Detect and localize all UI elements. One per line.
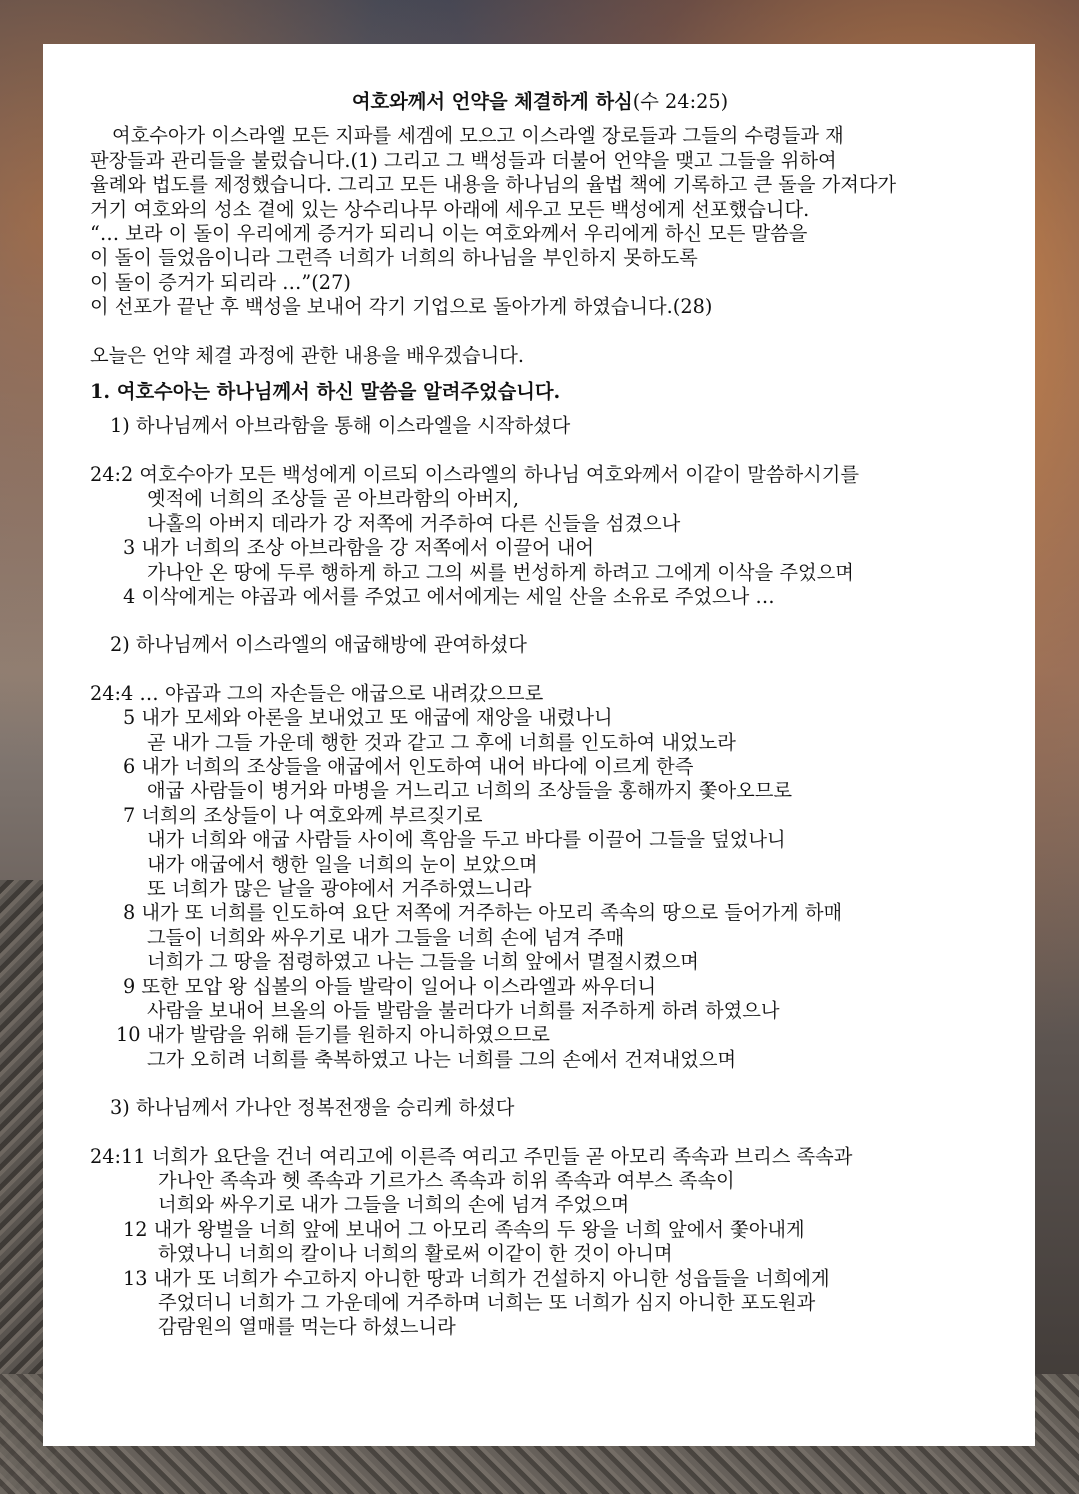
intro-line: “… 보라 이 돌이 우리에게 증거가 되리니 이는 여호와께서 우리에게 하신 모든 말씀을 <box>90 222 808 246</box>
verse-line: 옛적에 너희의 조상들 곧 아브라함의 아버지, <box>147 487 520 511</box>
verse-line: 너희와 싸우기로 내가 그들을 너희의 손에 넘겨 주었으며 <box>158 1193 630 1217</box>
page-title <box>90 90 990 114</box>
verse-line: 10 내가 발람을 위해 듣기를 원하지 아니하였으므로 <box>116 1023 550 1047</box>
subsection-heading: 3) 하나님께서 가나안 정복전쟁을 승리케 하셨다 <box>110 1096 515 1120</box>
verse-line: 24:4 … 야곱과 그의 자손들은 애굽으로 내려갔으므로 <box>90 681 544 705</box>
intro-line: 이 돌이 증거가 되리라 …”(27) <box>90 270 351 294</box>
verse-line: 사람을 보내어 브올의 아들 발람을 불러다가 너희를 저주하게 하려 하였으나 <box>147 999 780 1022</box>
verse-line: 그들이 너희와 싸우기로 내가 그들을 너희 손에 넘겨 주매 <box>147 925 625 949</box>
verse-line: 4 이삭에게는 야곱과 에서를 주었고 에서에게는 세일 산을 소유로 주었으나 … <box>123 584 775 608</box>
intro-line: 거기 여호와의 성소 곁에 있는 상수리나무 아래에 세우고 모든 백성에게 선포했습니다. <box>90 197 810 221</box>
section-heading: 1. 여호수아는 하나님께서 하신 말씀을 알려주었습니다. <box>90 380 561 404</box>
intro-line: 여호수아가 이스라엘 모든 지파를 세겜에 모으고 이스라엘 장로들과 그들의 수령들과 재 <box>112 124 844 148</box>
subsection-heading: 1) 하나님께서 아브라함을 통해 이스라엘을 시작하셨다 <box>110 414 571 438</box>
intro-line: 율례와 법도를 제정했습니다. 그리고 모든 내용을 하나님의 율법 책에 기록하고 큰 돌을 가져다가 <box>90 173 897 197</box>
verse-line: 6 내가 너희의 조상들을 애굽에서 인도하여 내어 바다에 이르게 한즉 <box>123 754 694 778</box>
intro-line: 이 선포가 끝난 후 백성을 보내어 각기 기업으로 돌아가게 하였습니다.(28) <box>90 295 713 319</box>
verse-line: 13 내가 또 너희가 수고하지 아니한 땅과 너희가 건설하지 아니한 성읍들을 너희에게 <box>123 1266 830 1290</box>
verse-line: 너희가 그 땅을 점령하였고 나는 그들을 너희 앞에서 멸절시켰으며 <box>147 950 699 974</box>
verse-line: 감람원의 열매를 먹는다 하셨느니라 <box>158 1315 456 1339</box>
title-reference: (수 24:25) <box>632 90 729 113</box>
verse-line: 곧 내가 그들 가운데 행한 것과 같고 그 후에 너희를 인도하여 내었노라 <box>147 730 736 754</box>
verse-block-2 <box>90 682 990 1073</box>
verse-line: 애굽 사람들이 병거와 마병을 거느리고 너희의 조상들을 홍해까지 쫓아오므로 <box>147 779 793 803</box>
verse-block-1 <box>90 463 990 609</box>
verse-line: 그가 오히려 너희를 축복하였고 나는 너희를 그의 손에서 건져내었으며 <box>147 1047 737 1071</box>
subsection-heading: 2) 하나님께서 이스라엘의 애굽해방에 관여하셨다 <box>110 633 527 657</box>
verse-line: 3 내가 너희의 조상 아브라함을 강 저쪽에서 이끌어 내어 <box>123 536 595 560</box>
title-main: 여호와께서 언약을 체결하게 하심 <box>351 90 633 113</box>
verse-line: 9 또한 모압 왕 십볼의 아들 발락이 일어나 이스라엘과 싸우더니 <box>123 974 657 998</box>
verse-line: 내가 애굽에서 행한 일을 너희의 눈이 보았으며 <box>147 852 538 876</box>
verse-line: 또 너희가 많은 날을 광야에서 거주하였느니라 <box>147 876 532 900</box>
verse-line: 내가 너희와 애굽 사람들 사이에 흑암을 두고 바다를 이끌어 그들을 덮었나니 <box>147 828 786 852</box>
verse-line: 가나안 족속과 헷 족속과 기르가스 족속과 히위 족속과 여부스 족속이 <box>158 1169 735 1193</box>
verse-line: 24:2 여호수아가 모든 백성에게 이르되 이스라엘의 하나님 여호와께서 이같이 말씀하시기를 <box>90 462 859 486</box>
verse-line: 24:11 너희가 요단을 건너 여리고에 이른즉 여리고 주민들 곧 아모리 족속과 브리스 족속과 <box>90 1144 853 1168</box>
verse-line: 가나안 온 땅에 두루 행하게 하고 그의 씨를 번성하게 하려고 그에게 이삭을 주었으며 <box>147 560 854 584</box>
today-statement: 오늘은 언약 체결 과정에 관한 내용을 배우겠습니다. <box>90 343 525 367</box>
verse-line: 하였나니 너희의 칼이나 너희의 활로써 이같이 한 것이 아니며 <box>158 1242 673 1266</box>
verse-line: 7 너희의 조상들이 나 여호와께 부르짖기로 <box>123 803 483 827</box>
verse-line: 주었더니 너희가 그 가운데에 거주하며 너희는 또 너희가 심지 아니한 포도원과 <box>158 1291 816 1315</box>
intro-line: 이 돌이 들었음이니라 그런즉 너희가 너희의 하나님을 부인하지 못하도록 <box>90 246 698 270</box>
intro-paragraph <box>90 124 990 319</box>
document-page <box>43 44 1035 1446</box>
verse-line: 8 내가 또 너희를 인도하여 요단 저쪽에 거주하는 아모리 족속의 땅으로 들어가게 하매 <box>123 901 843 925</box>
verse-block-3 <box>90 1145 990 1340</box>
verse-line: 나홀의 아버지 데라가 강 저쪽에 거주하여 다른 신들을 섬겼으나 <box>147 511 681 535</box>
verse-line: 5 내가 모세와 아론을 보내었고 또 애굽에 재앙을 내렸나니 <box>123 706 613 730</box>
verse-line: 12 내가 왕벌을 너희 앞에 보내어 그 아모리 족속의 두 왕을 너희 앞에서 쫓아내게 <box>123 1217 805 1241</box>
intro-line: 판장들과 관리들을 불렀습니다.(1) 그리고 그 백성들과 더불어 언약을 맺고 그들을 위하여 <box>90 148 837 172</box>
